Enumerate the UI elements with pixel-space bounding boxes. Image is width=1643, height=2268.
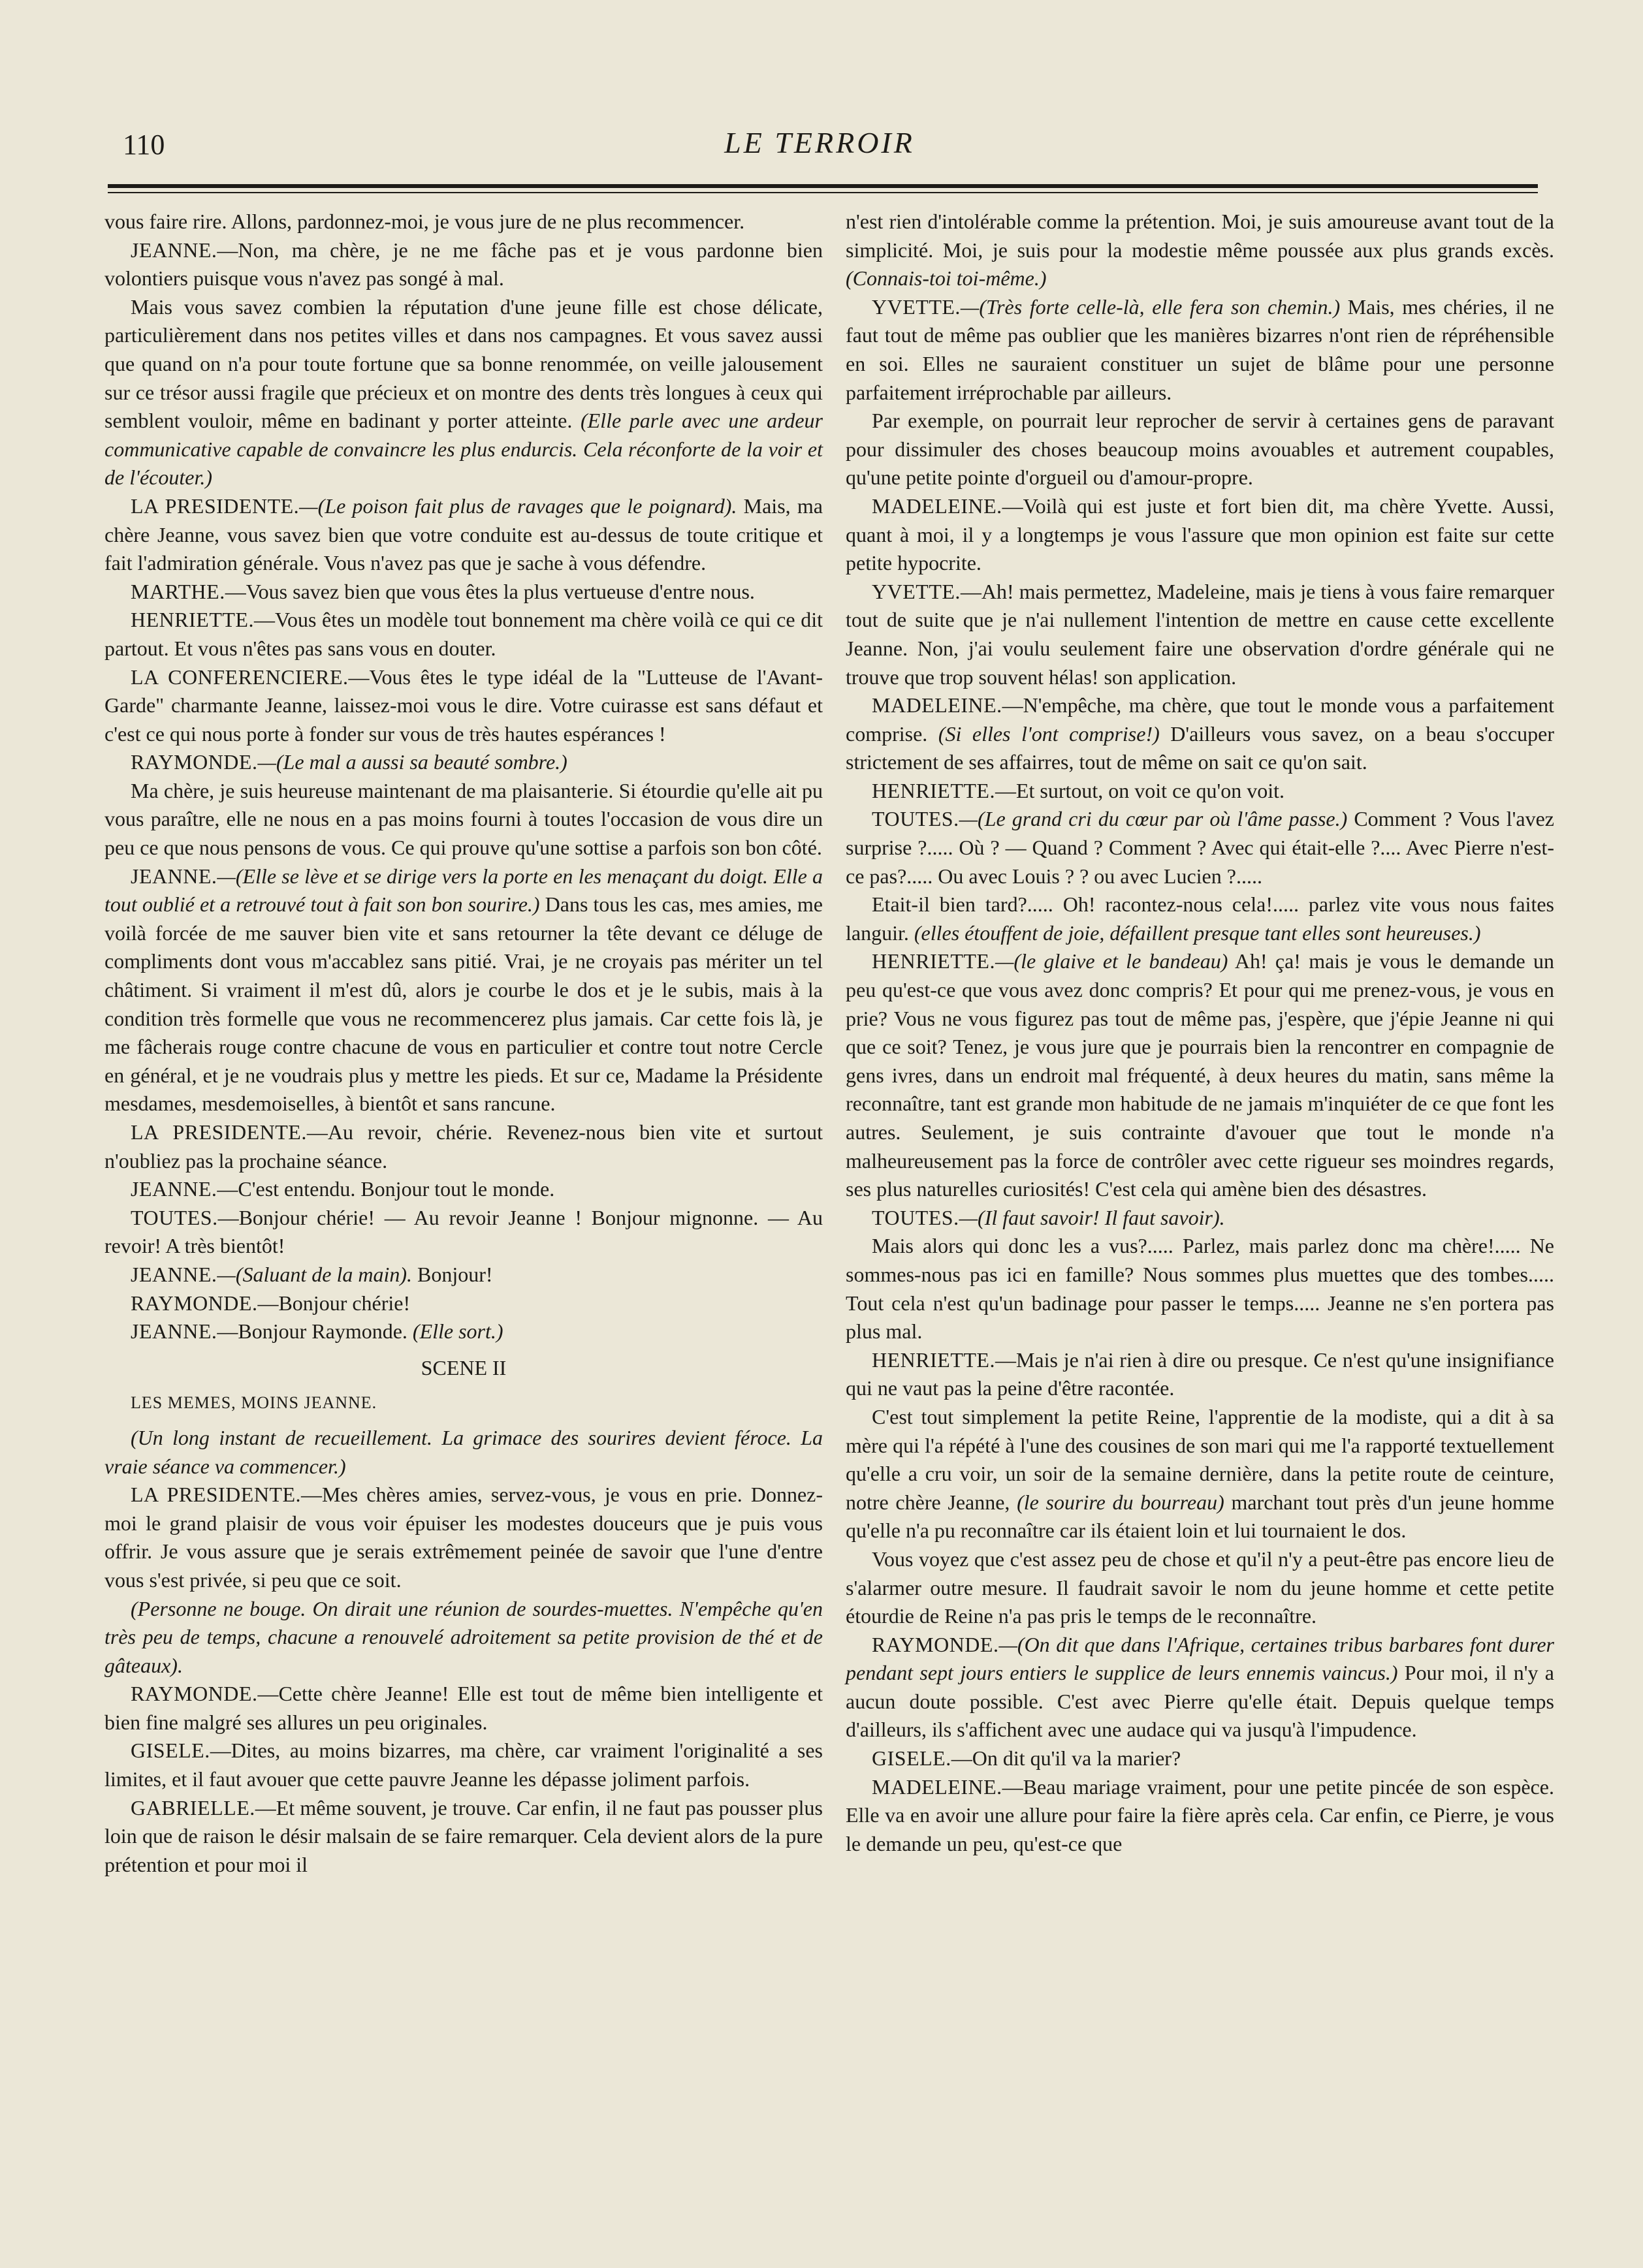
stage-direction: —(Elle se lève et se dirige vers la porte en les menaçant du doigt. Elle a tout oublié et a retrouvé tout à fait son bon sourire.) xyxy=(104,864,823,917)
text-paragraph xyxy=(104,1595,823,1680)
scene-heading xyxy=(104,1354,823,1383)
dialogue-paragraph xyxy=(104,1204,823,1261)
paragraph-text: —Et même souvent, je trouve. Car enfin, il ne faut pas pousser plus loin que de raison le désir malsain de se faire remarquer. Cela devient alors de la pure prétention et pour moi il xyxy=(104,1795,823,1876)
stage-direction: —(Saluant de la main). xyxy=(217,1262,413,1286)
paragraph-text: —Beau mariage vraiment, pour une petite pincée de son espèce. Elle va en avoir une allure pour faire la fière après cela. Car enfin, ce Pierre, je vous le demande un peu, qu'est-ce que xyxy=(846,1774,1554,1855)
paragraph-text: vous faire rire. Allons, pardonnez-moi, je vous jure de ne plus recommencer. xyxy=(104,210,745,233)
paragraph-text: Mais, mes chéries, il ne faut tout de même pas oublier que les manières bizarres n'ont rien de répréhensible en soi. Elles ne sauraient constituer un sujet de blâme pour une personne parfaitement irréprochable par ailleurs. xyxy=(846,294,1555,404)
stage-direction: (Personne ne bouge. On dirait une réunion de sourdes-muettes. N'empêche qu'en très peu de temps, chacune a renouvelé adroitement sa petite provision de thé et de gâteaux). xyxy=(104,1596,823,1677)
speaker-name: YVETTE. xyxy=(872,579,961,603)
cast-list xyxy=(104,1389,823,1417)
speaker-name: RAYMONDE. xyxy=(131,750,258,774)
dialogue-paragraph xyxy=(104,1175,823,1204)
header-rule-thin xyxy=(108,192,1538,193)
left-column xyxy=(104,208,823,1879)
page-number: 110 xyxy=(123,129,165,161)
speaker-name: JEANNE. xyxy=(131,1262,217,1286)
stage-direction: —(Le mal a aussi sa beauté sombre.) xyxy=(257,750,567,774)
paragraph-text: Vous voyez que c'est assez peu de chose et qu'il n'y a peut-être pas encore lieu de s'alarmer outre mesure. Il faudrait savoir le nom du jeune homme et cette petite étourdie de Reine n'a pas pris le temps de le reconnaître. xyxy=(846,1547,1554,1628)
paragraph-text: —Cette chère Jeanne! Elle est tout de même bien intelligente et bien fine malgré ses allures un peu originales. xyxy=(104,1682,823,1734)
paragraph-text: Pour moi, il n'y a aucun doute possible. C'est avec Pierre qu'elle était. Depuis quelque temps d'ailleurs, ils s'affichent avec une audace qui va jusqu'à l'impudence. xyxy=(846,1661,1555,1742)
text-paragraph xyxy=(104,1424,823,1481)
speaker-name: LA PRESIDENTE. xyxy=(131,1483,302,1507)
dialogue-paragraph xyxy=(104,1737,823,1793)
text-paragraph xyxy=(846,407,1554,492)
paragraph-text: —Bonjour chérie! xyxy=(257,1291,411,1315)
speaker-name: LA PRESIDENTE. xyxy=(131,1120,307,1144)
paragraph-text: Ma chère, je suis heureuse maintenant de ma plaisanterie. Si étourdie qu'elle ait pu vous paraître, elle ne nous en a pas moins fourni à toutes l'occasion de vous dire un peu ce que nous pensons de vous. Ce qui prouve qu'une sottise a parfois son bon côté. xyxy=(104,778,823,860)
stage-direction: (elles étouffent de joie, défaillent presque tant elles sont heureuses.) xyxy=(914,921,1481,945)
paragraph-text: —Au revoir, chérie. Revenez-nous bien vite et surtout n'oubliez pas la prochaine séance. xyxy=(104,1120,823,1173)
paragraph-text: C'est tout simplement la petite Reine, l'apprentie de la modiste, qui a dit à sa mère qui l'a répété à l'une des cousines de son mari qui me l'a rapporté textuellement qu'elle a cru voir, un soir de la semaine dernière, dans la petite route de ceinture, notre chère Jeanne, xyxy=(846,1404,1554,1514)
speaker-name: GISELE. xyxy=(872,1746,951,1771)
stage-direction: —(On dit que dans l'Afrique, certaines tribus barbares font durer pendant sept jours entiers le supplice de leurs ennemis vaincus.) xyxy=(846,1632,1554,1685)
dialogue-paragraph xyxy=(846,1346,1554,1403)
dialogue-paragraph xyxy=(846,293,1554,407)
paragraph-text: Bonjour! xyxy=(412,1262,493,1286)
dialogue-paragraph xyxy=(846,777,1554,806)
dialogue-paragraph xyxy=(104,1289,823,1318)
speaker-name: JEANNE. xyxy=(131,1177,217,1201)
speaker-name: RAYMONDE. xyxy=(131,1291,258,1315)
paragraph-text: —Mais je n'ai rien à dire ou presque. Ce n'est qu'une insignifiance qui ne vaut pas la peine d'être racontée. xyxy=(846,1347,1554,1400)
paragraph-text: —Bonjour chérie! — Au revoir Jeanne ! Bonjour mignonne. — Au revoir! A très bientôt! xyxy=(104,1205,823,1258)
dialogue-paragraph xyxy=(846,947,1554,1203)
dialogue-paragraph xyxy=(104,862,823,1118)
text-paragraph xyxy=(104,293,823,492)
paragraph-text: Ah! ça! mais je vous le demande un peu qu'est-ce que vous avez donc compris? Et pour qui me prenez-vous, je vous en prie? Vous ne vous figurez pas tout de même pas, j'espère, que j'épie Jeanne ni qui que ce soit? Tenez, je vous jure que je pourrais bien la rencontrer en compagnie de gens ivres, dans un endroit mal fréquenté, à deux heures du matin, sans même la reconnaître, tant est grande mon habitude de ne jamais m'inquiéter de ce que font les autres. Seulement, je suis contrainte d'avouer que tout le monde n'a malheureusement pas la force de contrôler avec cette rigueur ses moindres regards, ses plus naturelles curiosités! C'est cela qui amène bien des désastres. xyxy=(846,949,1555,1201)
stage-direction: —(Le grand cri du cœur par où l'âme passe.) xyxy=(959,807,1348,831)
text-paragraph xyxy=(846,1232,1554,1346)
stage-direction: —(Le poison fait plus de ravages que le poignard). xyxy=(299,494,737,518)
speaker-name: MARTHE. xyxy=(131,579,225,603)
right-column xyxy=(846,208,1554,1858)
paragraph-text: Comment ? Vous l'avez surprise ?..... Où ? — Quand ? Comment ? Avec qui était-elle ?.... Avec Pierre n'est-ce pas?..... Ou avec Louis ? ? ou avec Lucien ?..... xyxy=(846,807,1555,888)
speaker-name: RAYMONDE. xyxy=(131,1682,258,1706)
text-paragraph xyxy=(846,208,1554,293)
stage-direction: (le sourire du bourreau) xyxy=(1017,1490,1224,1514)
paragraph-text: —Et surtout, on voit ce qu'on voit. xyxy=(995,778,1285,802)
dialogue-paragraph xyxy=(846,1631,1554,1744)
paragraph-text: —C'est entendu. Bonjour tout le monde. xyxy=(217,1177,555,1201)
text-paragraph xyxy=(104,208,823,236)
text-paragraph xyxy=(104,777,823,862)
dialogue-paragraph xyxy=(104,236,823,293)
paragraph-text: —Mes chères amies, servez-vous, je vous en prie. Donnez-moi le grand plaisir de vous voir épuiser les modestes douceurs que je puis vous offrir. Je vous assure que je serais extrêmement peinée de savoir que l'une d'entre vous s'est privée, si peu que ce soit. xyxy=(104,1483,823,1592)
speaker-name: LA CONFERENCIERE. xyxy=(131,665,349,689)
speaker-name: JEANNE. xyxy=(131,864,217,888)
speaker-name: MADELEINE. xyxy=(872,1774,1002,1799)
speaker-name: YVETTE. xyxy=(872,294,961,319)
speaker-name: LA PRESIDENTE. xyxy=(131,494,300,518)
dialogue-paragraph xyxy=(104,663,823,749)
dialogue-paragraph xyxy=(104,1481,823,1594)
paragraph-text: —Dites, au moins bizarres, ma chère, car vraiment l'originalité a ses limites, et il faut avouer que cette pauvre Jeanne les dépasse joliment parfois. xyxy=(104,1739,823,1791)
dialogue-paragraph xyxy=(104,1317,823,1346)
header-rule-thick xyxy=(108,184,1538,188)
paragraph-text: —Vous savez bien que vous êtes la plus vertueuse d'entre nous. xyxy=(225,579,755,603)
paragraph-text: Mais vous savez combien la réputation d'une jeune fille est chose délicate, particulièrement dans nos petites villes et dans nos campagnes. Et vous savez aussi que quand on n'a pour toute fortune que sa bonne renommée, on veille jalousement sur ce trésor aussi fragile que précieux et on montre des dents très longues à ceux qui semblent vouloir, même en badinant y porter atteinte. xyxy=(104,294,823,433)
speaker-name: GABRIELLE. xyxy=(131,1795,255,1819)
dialogue-paragraph xyxy=(846,805,1554,890)
paragraph-text: Dans tous les cas, mes amies, me voilà forcée de me sauver bien vite et sans retourner la tête devant ce déluge de compliments dont vous m'accablez sans pitié. Vrai, je ne croyais pas mériter un tel châtiment. Si vraiment il m'est dû, alors je courbe le dos et je le subis, mais à la condition très formelle que vous ne recommencerez plus jamais. Car cette fois là, je me fâcherais rouge contre chacune de vous en particulier et contre tout notre Cercle en général, et je ne voudrais plus y mettre les pieds. Et sur ce, Madame la Présidente mesdames, mesdemoiselles, à bientôt et sans rancune. xyxy=(104,892,823,1116)
paragraph-text: marchant tout près d'un jeune homme qu'elle n'a pu reconnaître car ils étaient loin et lui tournaient le dos. xyxy=(846,1490,1555,1543)
dialogue-paragraph xyxy=(846,1773,1554,1859)
speaker-name: GISELE. xyxy=(131,1739,210,1763)
cast-text: LES MEMES, MOINS JEANNE. xyxy=(131,1393,377,1413)
dialogue-paragraph xyxy=(104,492,823,578)
speaker-name: MADELEINE. xyxy=(872,693,1002,717)
stage-direction: (Un long instant de recueillement. La grimace des sourires devient féroce. La vraie séance va commencer.) xyxy=(104,1425,823,1478)
stage-direction: —(le glaive et le bandeau) xyxy=(995,949,1228,973)
dialogue-paragraph xyxy=(104,748,823,777)
speaker-name: HENRIETTE. xyxy=(131,608,254,632)
paragraph-text: Par exemple, on pourrait leur reprocher de servir à certaines gens de paravant pour dissimuler des choses beaucoup moins avouables et autrement coupables, qu'une petite pointe d'orgueil ou d'amour-propre. xyxy=(846,409,1554,490)
text-paragraph xyxy=(846,890,1554,947)
dialogue-paragraph xyxy=(846,1744,1554,1773)
dialogue-paragraph xyxy=(846,691,1554,777)
dialogue-paragraph xyxy=(846,1204,1554,1233)
dialogue-paragraph xyxy=(104,578,823,606)
paragraph-text: —N'empêche, ma chère, que tout le monde vous a parfaitement comprise. xyxy=(846,693,1554,746)
paragraph-text: —Non, ma chère, je ne me fâche pas et je vous pardonne bien volontiers puisque vous n'avez pas songé à mal. xyxy=(104,238,823,291)
speaker-name: HENRIETTE. xyxy=(872,778,995,802)
stage-direction: (Connais-toi toi-même.) xyxy=(846,266,1047,291)
stage-direction: —(Il faut savoir! Il faut savoir). xyxy=(959,1205,1225,1229)
paragraph-text: —On dit qu'il va la marier? xyxy=(951,1746,1181,1771)
paragraph-text: Mais alors qui donc les a vus?..... Parlez, mais parlez donc ma chère!..... Ne sommes-nous pas ici en famille? Nous sommes plus muettes que des tombes..... Tout cela n'est qu'un badinage pour passer le temps..... Jeanne ne s'en portera pas plus mal. xyxy=(846,1234,1554,1344)
stage-direction: —(Très forte celle-là, elle fera son chemin.) xyxy=(960,294,1341,319)
dialogue-paragraph xyxy=(104,1794,823,1880)
speaker-name: JEANNE. xyxy=(131,1319,217,1344)
paragraph-text: —Ah! mais permettez, Madeleine, mais je tiens à vous faire remarquer tout de suite que je n'ai nullement l'intention de mettre en cause cette excellente Jeanne. Non, j'ai voulu seulement faire une observation d'ordre générale qui ne trouve que trop souvent hélas! son application. xyxy=(846,579,1554,689)
speaker-name: TOUTES. xyxy=(872,807,959,831)
dialogue-paragraph xyxy=(846,492,1554,578)
speaker-name: HENRIETTE. xyxy=(872,949,995,973)
dialogue-paragraph xyxy=(104,1118,823,1175)
speaker-name: MADELEINE. xyxy=(872,494,1002,518)
speaker-name: HENRIETTE. xyxy=(872,1347,995,1372)
paragraph-text: —Voilà qui est juste et fort bien dit, ma chère Yvette. Aussi, quant à moi, il y a longtemps je vous l'assure que mon opinion est faite sur cette petite hypocrite. xyxy=(846,494,1554,575)
paragraph-text: Mais, ma chère Jeanne, vous savez bien que votre conduite est au-dessus de toute critique et fait l'admiration générale. Vous n'avez pas que je sache à vous défendre. xyxy=(104,494,823,575)
text-paragraph xyxy=(846,1545,1554,1631)
paragraph-text: —Vous êtes un modèle tout bonnement ma chère voilà ce qui ce dit partout. Et vous n'êtes pas sans vous en douter. xyxy=(104,608,823,660)
paragraph-text: —Vous êtes le type idéal de la "Lutteuse de l'Avant-Garde" charmante Jeanne, laissez-moi vous le dire. Votre cuirasse est sans défaut et c'est ce qui nous porte à fonder sur vous de très hautes espérances ! xyxy=(104,665,823,746)
dialogue-paragraph xyxy=(104,1261,823,1289)
running-title: LE TERROIR xyxy=(724,126,915,159)
scene-title: SCENE II xyxy=(421,1355,507,1379)
stage-direction: (Si elles l'ont comprise!) xyxy=(938,721,1160,746)
speaker-name: JEANNE. xyxy=(131,238,217,262)
dialogue-paragraph xyxy=(104,606,823,663)
speaker-name: TOUTES. xyxy=(131,1205,218,1229)
speaker-name: TOUTES. xyxy=(872,1205,959,1229)
text-paragraph xyxy=(846,1403,1554,1545)
dialogue-paragraph xyxy=(846,578,1554,691)
speaker-name: RAYMONDE. xyxy=(872,1632,999,1656)
paragraph-text: n'est rien d'intolérable comme la prétention. Moi, je suis amoureuse avant tout de la simplicité. Moi, je suis pour la modestie même poussée aux plus grands excès. xyxy=(846,210,1554,262)
stage-direction: (Elle parle avec une ardeur communicative capable de convaincre les plus endurcis. Cela réconforte de la voir et de l'écouter.) xyxy=(104,409,823,490)
dialogue-paragraph xyxy=(104,1680,823,1737)
page-header xyxy=(104,123,1535,168)
paragraph-text: —Bonjour Raymonde. xyxy=(217,1319,413,1344)
paragraph-text: D'ailleurs vous savez, on a beau s'occuper strictement de ses affairres, tout de même on sait ce qu'on sait. xyxy=(846,721,1555,774)
stage-direction: (Elle sort.) xyxy=(412,1319,503,1344)
paragraph-text: Etait-il bien tard?..... Oh! racontez-nous cela!..... parlez vite vous nous faites languir. xyxy=(846,892,1554,945)
